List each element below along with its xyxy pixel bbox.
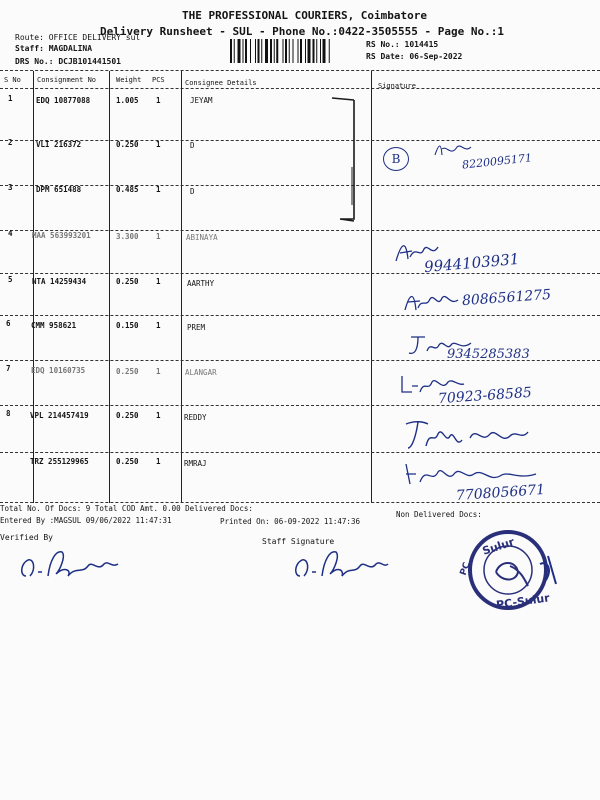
row-consignment: MAA 563993201 <box>32 231 91 240</box>
row-weight: 0.250 <box>116 457 139 466</box>
row-separator <box>0 273 600 274</box>
rs-number: RS No.: 1014415 <box>366 40 439 49</box>
rs-date: RS Date: 06-Sep-2022 <box>366 52 463 61</box>
totals-line: Total No. Of Docs: 9 Total COD Amt. 0.00 Delivered Docs: <box>0 504 253 513</box>
row2-circled-letter: B <box>391 152 401 166</box>
row-consignment: EDQ 10160735 <box>31 366 86 375</box>
row-pcs: 1 <box>156 321 161 330</box>
row-weight: 0.250 <box>116 140 139 149</box>
stamp-text-bottom: PC-Sulur <box>495 591 551 612</box>
barcode-bar <box>283 39 284 63</box>
barcode-bar <box>255 39 256 63</box>
stamp-text-top: Sulur <box>480 535 516 558</box>
col-header-pcs: PCS <box>152 76 165 84</box>
barcode-bar <box>329 39 330 63</box>
col-header-sno: S No <box>4 76 21 84</box>
route-label: Route: OFFICE DELIVERY sul <box>15 33 141 42</box>
company-title: THE PROFESSIONAL COURIERS, Coimbatore <box>182 9 428 22</box>
row5-phone: 8086561275 <box>461 286 552 310</box>
row-weight: 3.300 <box>116 232 139 241</box>
row5-signature <box>402 290 462 314</box>
col-divider <box>181 71 182 503</box>
row-consignee: ALANGAR <box>185 368 217 377</box>
non-delivered-docs: Non Delivered Docs: <box>396 510 482 519</box>
barcode <box>230 39 360 63</box>
table-top-line <box>0 70 600 71</box>
barcode-bar <box>265 39 268 63</box>
row-sno: 7 <box>6 364 11 373</box>
stamp-text-left: PC <box>458 561 473 577</box>
row-consignee: REDDY <box>184 413 207 422</box>
row2-phone: 8220095171 <box>461 151 533 172</box>
barcode-bar <box>276 39 278 63</box>
row-pcs: 1 <box>156 457 161 466</box>
row-weight: 0.250 <box>116 367 139 376</box>
row2-initials <box>433 141 473 159</box>
verified-by-label: Verified By <box>0 533 53 542</box>
row-separator <box>0 315 600 316</box>
row-consignee: ABINAYA <box>186 233 218 242</box>
col-divider <box>109 71 110 503</box>
col-divider <box>371 71 372 503</box>
row-sno: 3 <box>8 183 13 192</box>
handwritten-bracket <box>320 95 360 235</box>
row-weight: 0.150 <box>116 321 139 330</box>
row-consignment: TRZ 255129965 <box>30 457 89 466</box>
barcode-bar <box>258 39 260 63</box>
barcode-bar <box>289 39 290 63</box>
col-header-consignee: Consignee Details <box>185 79 257 87</box>
col-header-signature: Signature <box>378 82 416 90</box>
row-pcs: 1 <box>156 367 161 376</box>
row-pcs: 1 <box>156 96 161 105</box>
row-consignment: CMM 958621 <box>31 321 77 330</box>
barcode-bar <box>234 39 235 63</box>
row-sno: 2 <box>8 138 13 147</box>
row-consignment: VLI 216372 <box>36 140 82 149</box>
barcode-bar <box>300 39 302 63</box>
barcode-bar <box>316 39 317 63</box>
row-pcs: 1 <box>156 277 161 286</box>
row9-phone: 7708056671 <box>455 481 546 505</box>
col-header-consignment: Consignment No <box>37 76 97 84</box>
row-weight: 0.250 <box>116 411 139 420</box>
row8-signature <box>402 418 532 452</box>
barcode-bar <box>245 39 247 63</box>
barcode-bar <box>270 39 272 63</box>
row-weight: 0.250 <box>116 277 139 286</box>
row-sno: 8 <box>6 409 11 418</box>
printed-on: Printed On: 06-09-2022 11:47:36 <box>220 517 360 526</box>
row7-phone: 70923-68585 <box>437 384 533 408</box>
row-sno: 6 <box>6 319 11 328</box>
row-weight: 0.485 <box>116 185 139 194</box>
row-pcs: 1 <box>156 140 161 149</box>
barcode-bar <box>320 39 321 63</box>
barcode-bar <box>323 39 326 63</box>
row-consignment: EDQ 10877088 <box>36 96 91 105</box>
rs-info <box>366 39 462 63</box>
barcode-bar <box>308 39 311 63</box>
entered-by: Entered By :MAGSUL 09/06/2022 11:47:31 <box>0 516 172 525</box>
row-separator <box>0 140 600 141</box>
row-consignee: AARTHY <box>187 279 215 288</box>
col-header-weight: Weight <box>116 76 142 84</box>
barcode-bar <box>261 39 262 63</box>
barcode-bar <box>293 39 294 63</box>
row-consignee: D <box>190 141 195 150</box>
row2-circled-mark <box>383 147 409 171</box>
row-pcs: 1 <box>156 411 161 420</box>
barcode-bar <box>238 39 241 63</box>
runsheet-subtitle: Delivery Runsheet - SUL - Phone No.:0422-3505555 - Page No.:1 <box>100 25 504 38</box>
barcode-bar <box>243 39 244 63</box>
row-separator <box>0 185 600 186</box>
row-sno: 5 <box>8 275 13 284</box>
barcode-bar <box>285 39 287 63</box>
row-sno: 1 <box>8 94 13 103</box>
barcode-bar <box>230 39 232 63</box>
barcode-bar <box>313 39 315 63</box>
drs-number: DRS No.: DCJB101441501 <box>15 57 121 66</box>
row-sno: 4 <box>8 229 13 238</box>
table-bottom-line <box>0 502 600 503</box>
table-header-line <box>0 88 600 89</box>
col-divider <box>33 71 34 503</box>
barcode-bar <box>250 39 251 63</box>
row6-phone: 9345285383 <box>447 347 530 362</box>
staff-signature <box>292 546 392 582</box>
barcode-bar <box>305 39 306 63</box>
row-separator <box>0 405 600 406</box>
barcode-bar <box>298 39 299 63</box>
row-pcs: 1 <box>156 232 161 241</box>
barcode-bar <box>274 39 275 63</box>
row-consignment: VPL 214457419 <box>30 411 89 420</box>
row-consignment: NTA 14259434 <box>32 277 87 286</box>
row-pcs: 1 <box>156 185 161 194</box>
row-consignee: JEYAM <box>190 96 213 105</box>
row-consignment: DPM 651488 <box>36 185 82 194</box>
row-consignee: PREM <box>187 323 206 332</box>
staff-label: Staff: MAGDALINA <box>15 44 93 53</box>
verifier-signature <box>16 546 126 582</box>
row-consignee: RMRAJ <box>184 459 207 468</box>
staff-signature-label: Staff Signature <box>262 537 335 546</box>
row4-phone: 9944103931 <box>423 249 521 277</box>
row-consignee: D <box>190 187 195 196</box>
row-separator <box>0 452 600 453</box>
row-weight: 1.005 <box>116 96 139 105</box>
